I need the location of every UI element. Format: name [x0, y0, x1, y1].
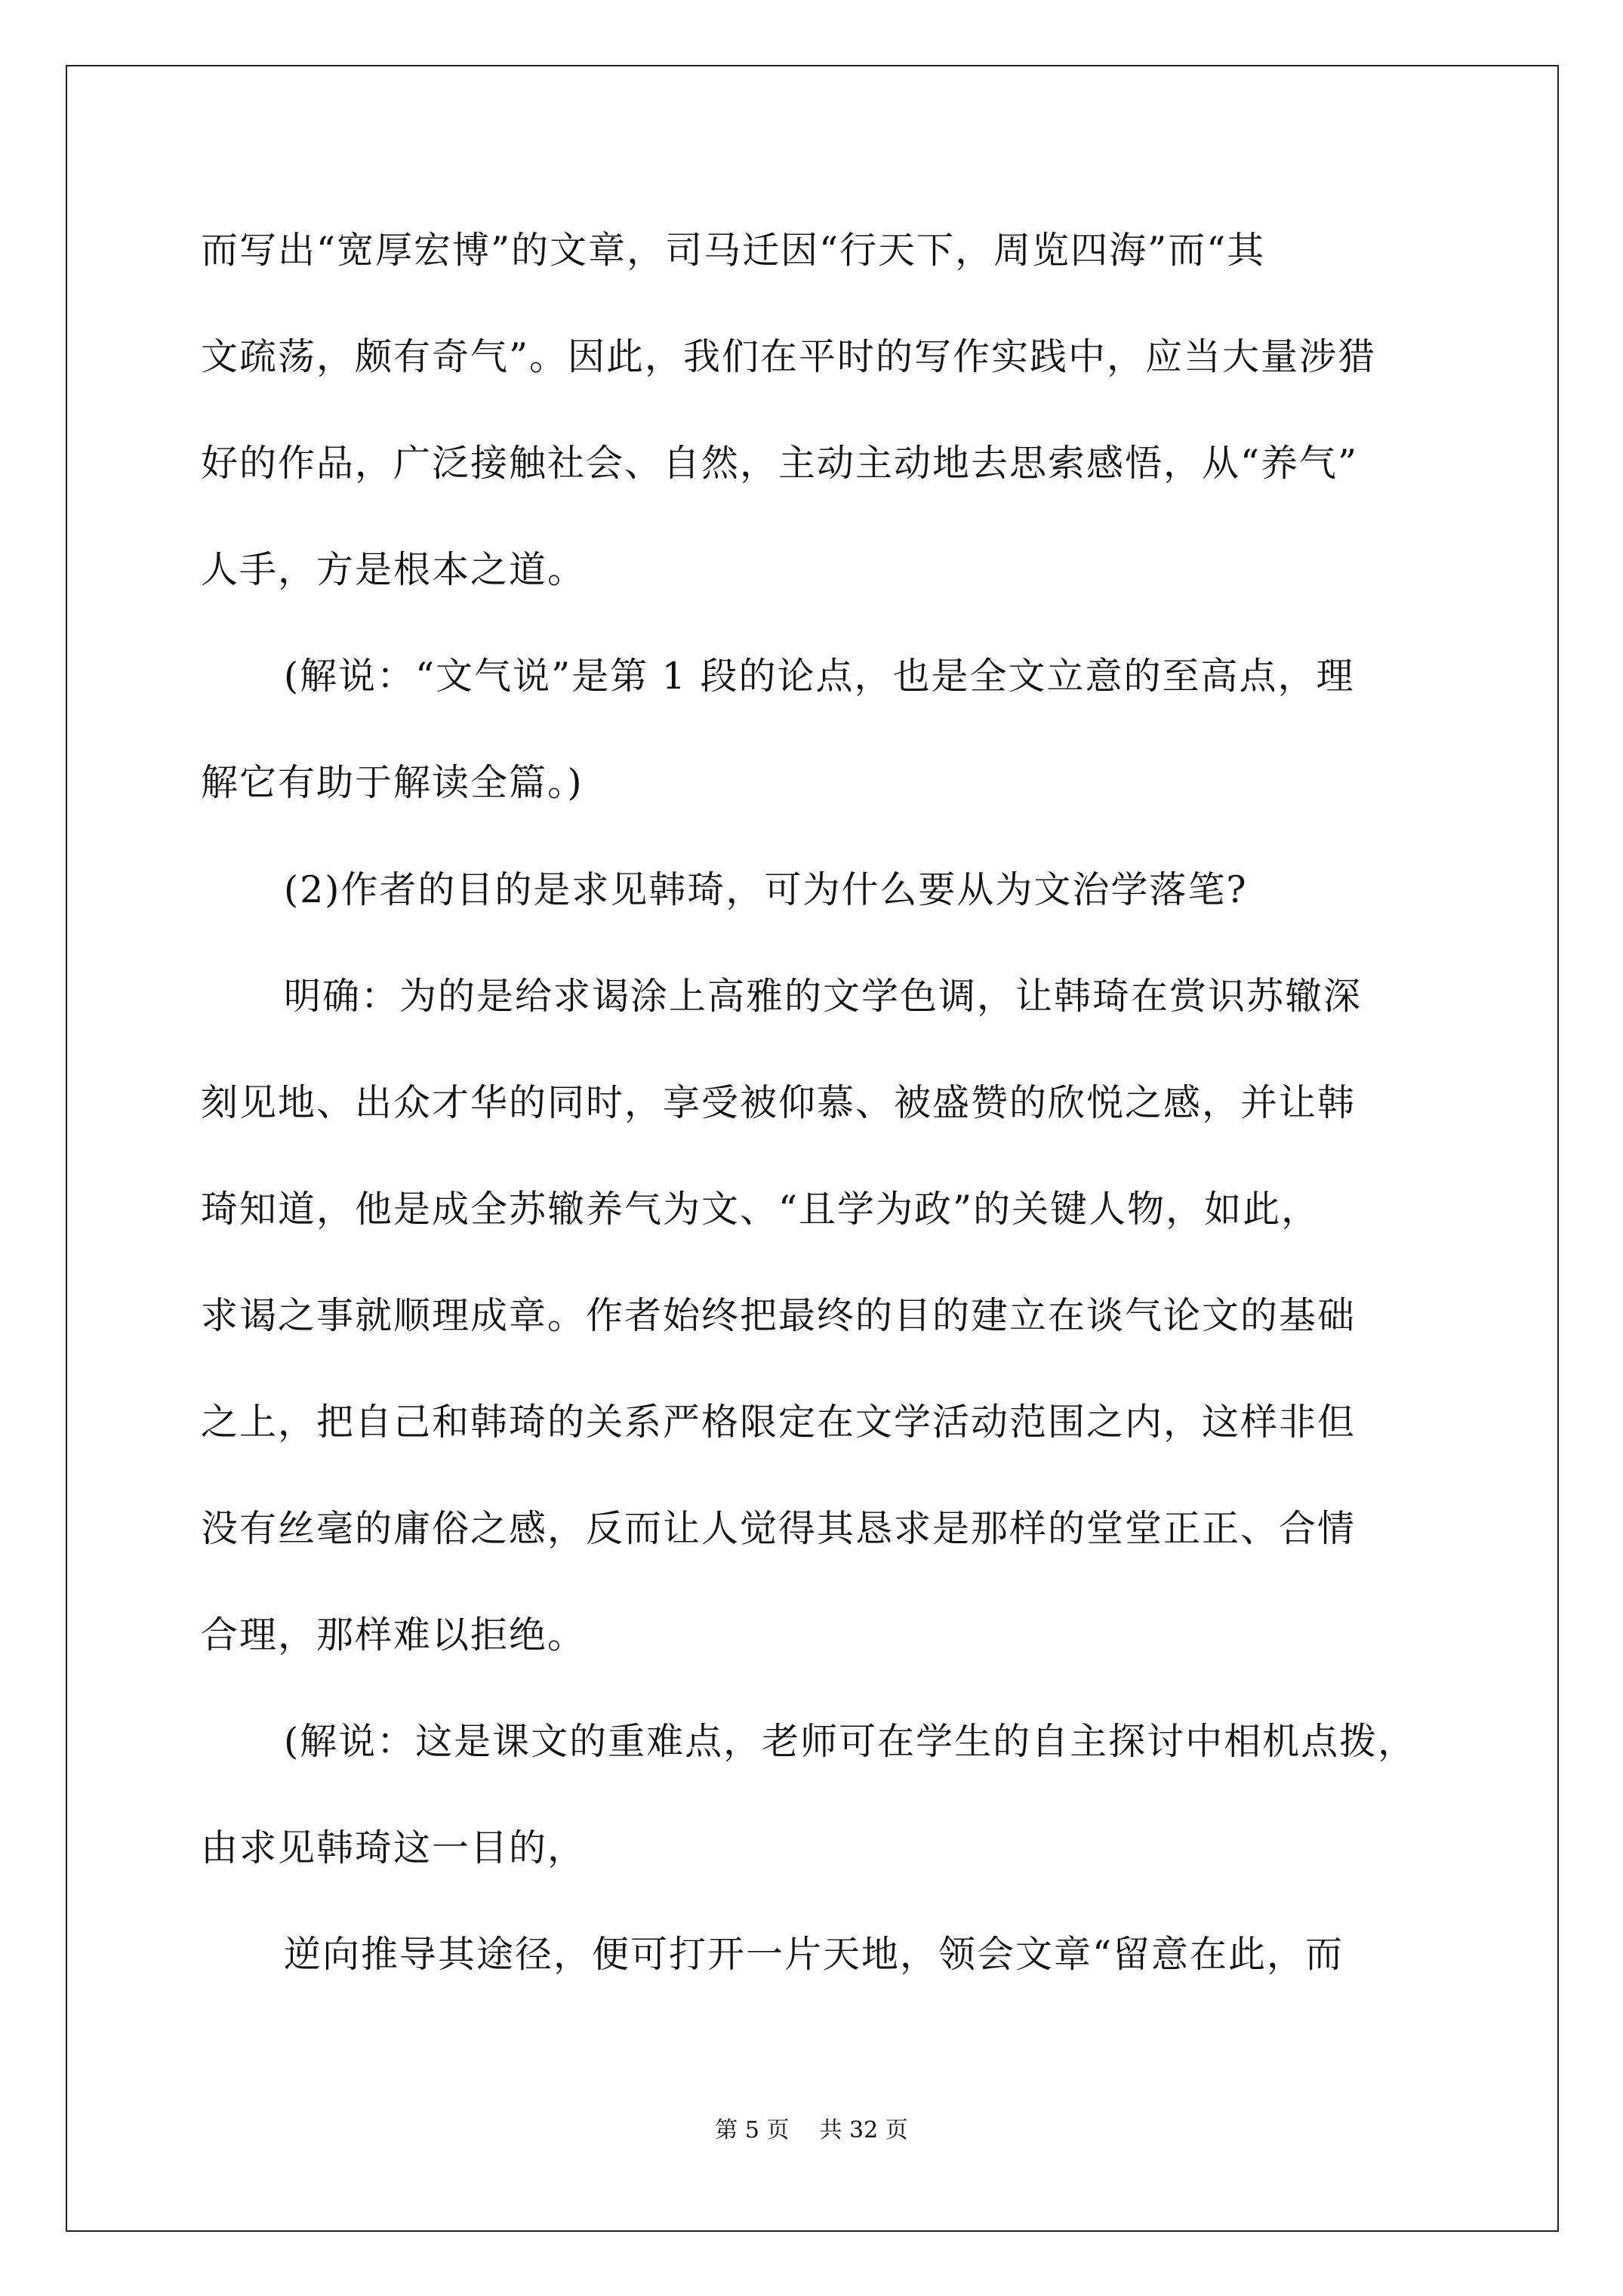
paragraph-line: 之上，把自己和韩琦的关系严格限定在文学活动范围之内，这样非但	[201, 1401, 1357, 1444]
paragraph-line: 而写出“宽厚宏博”的文章，司马迁因“行天下，周览四海”而“其	[201, 229, 1266, 272]
page-total: 共 32 页	[819, 2117, 908, 2143]
paragraph-line: 明确：为的是给求谒涂上高雅的文学色调，让韩琦在赏识苏辙深	[284, 975, 1363, 1018]
page-number: 第 5 页	[715, 2117, 790, 2143]
paragraph-line: 文疏荡，颇有奇气”。因此，我们在平时的写作实践中，应当大量涉猎	[201, 335, 1377, 378]
paragraph-line: 解它有助于解读全篇。)	[201, 761, 584, 804]
paragraph-line: 合理，那样难以拒绝。	[201, 1613, 587, 1657]
paragraph-line: (解说：这是课文的重难点，老师可在学生的自主探讨中相机点拨，	[284, 1720, 1417, 1763]
paragraph-line: 人手，方是根本之道。	[201, 548, 587, 591]
paragraph-line: 琦知道，他是成全苏辙养气为文、“且学为政”的关键人物，如此，	[201, 1188, 1320, 1231]
paragraph-line: 由求见韩琦这一目的，	[201, 1826, 587, 1869]
paragraph-line: 逆向推导其途径，便可打开一片天地，领会文章“留意在此，而	[284, 1933, 1344, 1976]
paragraph-line: 求谒之事就顺理成章。作者始终把最终的目的建立在谈气论文的基础	[201, 1294, 1357, 1337]
paragraph-line: 好的作品，广泛接触社会、自然，主动主动地去思索感悟，从“养气”	[201, 442, 1359, 485]
paragraph-line: (2)作者的目的是求见韩琦，可为什么要从为文治学落笔?	[284, 868, 1248, 911]
page-border	[66, 65, 1559, 2232]
page-footer	[0, 2116, 1623, 2146]
paragraph-line: (解说：“文气说”是第 1 段的论点，也是全文立意的至高点，理	[284, 655, 1355, 698]
paragraph-line: 刻见地、出众才华的同时，享受被仰慕、被盛赞的欣悦之感，并让韩	[201, 1081, 1357, 1124]
paragraph-line: 没有丝毫的庸俗之感，反而让人觉得其恳求是那样的堂堂正正、合情	[201, 1507, 1357, 1550]
